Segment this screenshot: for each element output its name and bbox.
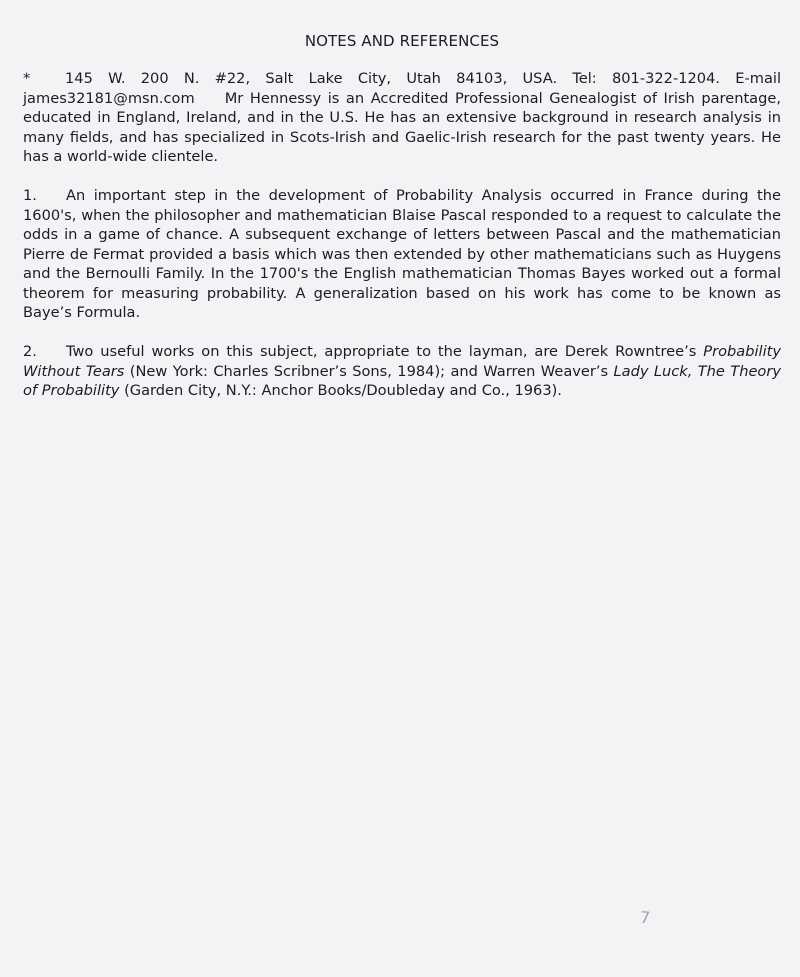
- author-email[interactable]: james32181@msn.com: [23, 89, 195, 107]
- author-bio: Mr Hennessy is an Accredited Professional Genealogist of Irish parentage, educated in England, Ireland, and in the U.S. He has an extensive background in research analysis in many fields, and has specialized in Scots-Irish and Gaelic-Irish research for the past twenty years. He has a world-wide clientele.: [23, 89, 781, 165]
- note-intro: Two useful works on this subject, appropriate to the layman, are Derek Rowntree’s: [66, 343, 697, 360]
- note-author: [23, 69, 781, 167]
- book-title-2: Lady Luck, The Theory of Probability: [23, 362, 781, 399]
- note-body: An important step in the development of Probability Analysis occurred in France during the 1600's, when the philosopher and mathematician Blaise Pascal responded to a request to calculate the odds in a game of chance. A subsequent exchange of letters between Pascal and the mathematician Pierre de Fermat provided a basis which was then extended by other mathematicians such as Huygens and the Bernoulli Family. In the 1700's the English mathematician Thomas Bayes worked out a formal theorem for measuring probability. A generalization based on his work has come to be known as Baye’s Formula.: [23, 187, 781, 321]
- book-title-1: Probability Without Tears: [23, 343, 781, 380]
- author-address: 145 W. 200 N. #22, Salt Lake City, Utah 84103, USA. Tel: 801-322-1204. E-mail: [65, 70, 781, 87]
- book-publication-2: (Garden City, N.Y.: Anchor Books/Doubleday and Co., 1963).: [124, 382, 562, 399]
- page-number: 7: [639, 907, 651, 928]
- note-marker: *: [23, 70, 31, 87]
- note-2: [23, 342, 781, 401]
- note-marker: 1.: [23, 187, 37, 204]
- page-heading: NOTES AND REFERENCES: [304, 32, 500, 50]
- note-marker: 2.: [23, 343, 37, 360]
- book-publication-1: (New York: Charles Scribner’s Sons, 1984); and Warren Weaver’s: [129, 362, 609, 380]
- note-1: [23, 186, 781, 323]
